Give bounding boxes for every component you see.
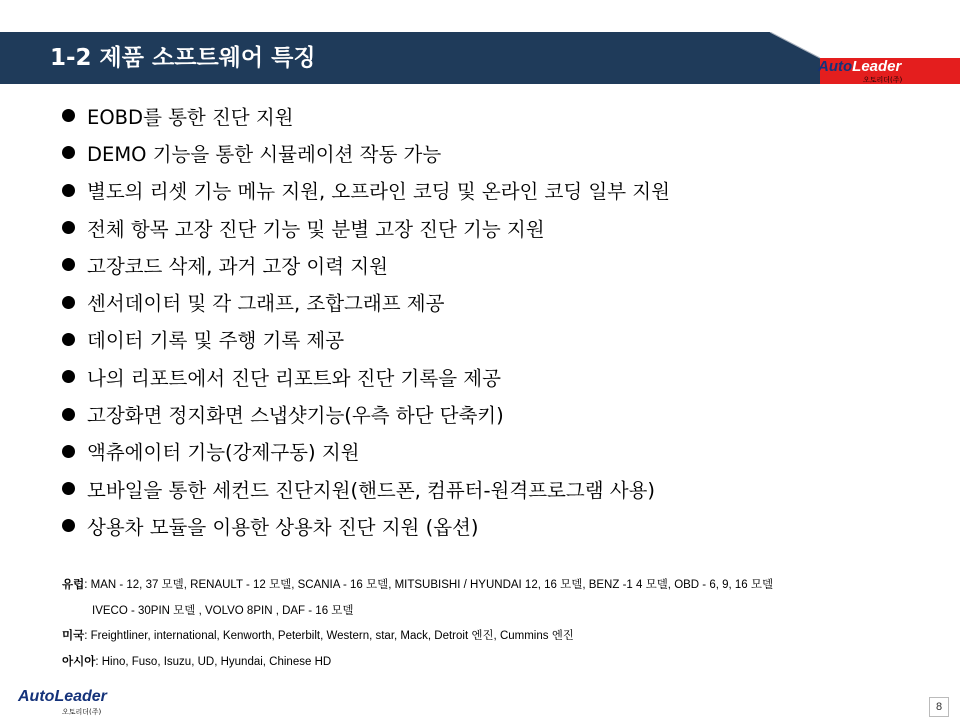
- bullet-dot-icon: [62, 221, 75, 234]
- feature-text: 데이터 기록 및 주행 기록 제공: [87, 329, 345, 353]
- feature-text: 액츄에이터 기능(강제구동) 지원: [87, 441, 360, 465]
- feature-text: 고장코드 삭제, 과거 고장 이력 지원: [87, 254, 388, 278]
- feature-text: 상용차 모듈을 이용한 상용차 진단 지원 (옵션): [87, 515, 479, 539]
- logo-subtitle: 오토리더(주): [62, 708, 102, 716]
- feature-item: [62, 433, 670, 470]
- note-europe-text2: IVECO - 30PIN 모델 , VOLVO 8PIN , DAF - 16 모델: [92, 604, 354, 617]
- feature-text: 고장화면 정지화면 스냅샷기능(우측 하단 단축키): [87, 404, 504, 428]
- feature-item: [62, 246, 670, 283]
- note-asia-label: 아시아: [62, 655, 96, 668]
- note-asia-text: : Hino, Fuso, Isuzu, UD, Hyundai, Chinese HD: [95, 655, 332, 668]
- note-usa-text: : Freightliner, international, Kenworth, Peterbilt, Western, star, Mack, Detroit 엔진, Cummins 엔진: [84, 630, 574, 642]
- feature-item: [62, 507, 670, 544]
- feature-text: 센서데이터 및 각 그래프, 조합그래프 제공: [87, 292, 445, 316]
- note-europe: [62, 573, 773, 599]
- bullet-dot-icon: [62, 258, 75, 271]
- feature-text: DEMO 기능을 통한 시뮬레이션 작동 가능: [87, 142, 442, 166]
- note-europe-label: 유럽: [62, 579, 85, 591]
- bullet-dot-icon: [62, 370, 75, 383]
- feature-item: [62, 172, 670, 209]
- bullet-dot-icon: [62, 296, 75, 309]
- note-asia: [62, 650, 773, 676]
- note-usa-label: 미국: [62, 630, 85, 642]
- logo-brand-leader: Leader: [54, 688, 107, 705]
- bullet-dot-icon: [62, 482, 75, 495]
- feature-item: [62, 321, 670, 358]
- feature-text: 별도의 리셋 기능 메뉴 지원, 오프라인 코딩 및 온라인 코딩 일부 지원: [87, 180, 670, 204]
- feature-item: [62, 97, 670, 134]
- bullet-dot-icon: [62, 408, 75, 421]
- page-title: 1-2 제품 소프트웨어 특징: [50, 45, 316, 71]
- feature-text: 나의 리포트에서 진단 리포트와 진단 기록을 제공: [87, 366, 501, 390]
- feature-text: 전체 항목 고장 진단 기능 및 분별 고장 진단 기능 지원: [87, 217, 545, 241]
- bullet-dot-icon: [62, 333, 75, 346]
- autoleader-logo-top: [818, 58, 908, 84]
- feature-item: [62, 209, 670, 246]
- note-usa: [62, 624, 773, 650]
- logo-brand-auto: Auto: [818, 58, 853, 75]
- note-europe-cont: [62, 599, 773, 625]
- bullet-dot-icon: [62, 146, 75, 159]
- feature-item: [62, 395, 670, 432]
- vehicle-support-notes: [62, 573, 773, 675]
- bullet-dot-icon: [62, 109, 75, 122]
- feature-text: EOBD를 통한 진단 지원: [87, 105, 294, 129]
- feature-text: 모바일을 통한 세컨드 진단지원(핸드폰, 컴퓨터-원격프로그램 사용): [87, 478, 656, 502]
- feature-item: [62, 134, 670, 171]
- feature-item: [62, 470, 670, 507]
- autoleader-logo-bottom: [18, 688, 118, 718]
- feature-item: [62, 358, 670, 395]
- feature-item: [62, 283, 670, 320]
- bullet-dot-icon: [62, 519, 75, 532]
- feature-list: [62, 97, 670, 545]
- logo-subtitle: 오토리더(주): [863, 76, 903, 84]
- page-number: 8: [929, 697, 949, 717]
- bullet-dot-icon: [62, 445, 75, 458]
- note-europe-text: : MAN - 12, 37 모델, RENAULT - 12 모델, SCANIA - 16 모델, MITSUBISHI / HYUNDAI 12, 16 모델, BENZ -1 4 모델, OBD - 6, 9, 16 모델: [84, 579, 774, 591]
- logo-brand-auto: Auto: [18, 688, 55, 705]
- bullet-dot-icon: [62, 184, 75, 197]
- logo-brand-leader: Leader: [852, 58, 902, 75]
